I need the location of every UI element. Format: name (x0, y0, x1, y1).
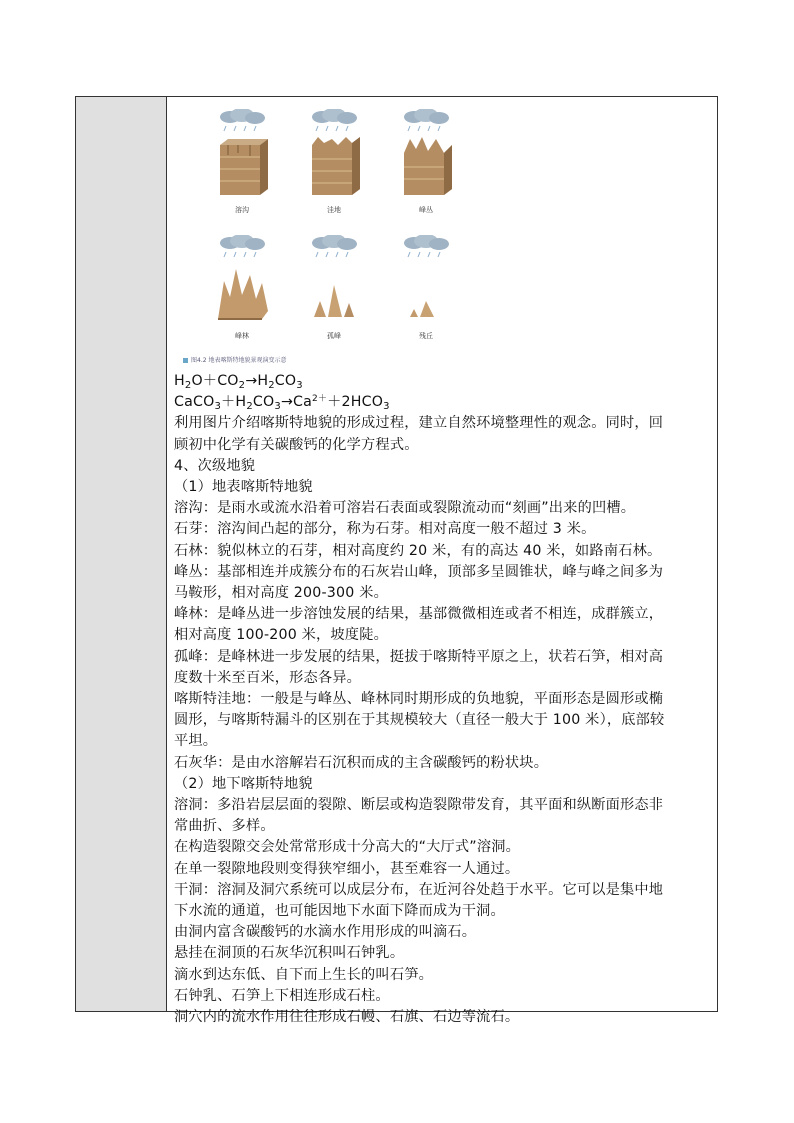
text-line: 在单一裂隙地段则变得狭窄细小，甚至难容一人通过。 (174, 860, 520, 877)
eq1-part: H (174, 373, 185, 389)
text-line: 峰林：是峰丛进一步溶蚀发展的结果，基部微微相连或者不相连，成群簇立， (174, 606, 664, 623)
eq2-part: CO (252, 394, 275, 411)
lesson-text (174, 371, 711, 1028)
text-line: 顾初中化学有关碳酸钙的化学方程式。 (174, 436, 419, 453)
text-line: 石灰华：是由水溶解岩石沉积而成的主含碳酸钙的粉状块。 (174, 754, 549, 771)
text-line: 常曲折、多样。 (174, 818, 275, 835)
isolated-peak-illustration (304, 235, 364, 331)
eq2-part: →Ca (280, 394, 313, 411)
residual-hill-illustration (396, 235, 456, 331)
eq1-sub: 2 (268, 380, 275, 391)
eq1-sub: 2 (238, 380, 246, 391)
text-line: 石钟乳、石笋上下相连形成石柱。 (174, 987, 390, 1004)
text-line: 相对高度 100-200 米，坡度陡。 (174, 627, 388, 644)
eq1-part: CO (274, 373, 297, 389)
eq1-part: O＋CO (191, 373, 239, 389)
text-line: 峰丛：基部相连并成簇分布的石灰岩山峰，顶部多呈圆锥状，峰与峰之间多为 (174, 563, 664, 580)
text-line: 在构造裂隙交会处常常形成十分高大的“大厅式”溶洞。 (174, 839, 521, 856)
text-line: 下水流的通道，也可能因地下水面下降而成为干洞。 (174, 903, 505, 920)
figure-panel-peak-cluster (396, 109, 456, 219)
text-line: 度数十米至百米，形态各异。 (174, 669, 362, 686)
text-line: 溶洞：多沿岩层层面的裂隙、断层或构造裂隙带发育，其平面和纵断面形态非 (174, 797, 664, 814)
solution-groove-illustration (212, 109, 272, 205)
text-line: 平坦。 (174, 733, 218, 750)
eq2-part: CaCO (174, 394, 215, 411)
figure-panel-isolated-peak (304, 235, 364, 345)
figure-panel-peak-forest (212, 235, 272, 345)
text-line: 洞穴内的流水作用往往形成石幔、石旗、石边等流石。 (174, 1009, 520, 1026)
text-line: 由洞内富含碳酸钙的水滴水作用形成的叫滴石。 (174, 924, 477, 941)
karst-evolution-figure (174, 105, 464, 367)
text-line: 滴水到达东低、自下而上生长的叫石笋。 (174, 966, 433, 983)
figure-panel-solution-groove (212, 109, 272, 219)
eq2-part: ＋2HCO (327, 394, 384, 411)
caption-residual-hill: 残丘 (419, 332, 433, 340)
left-column-cell (76, 97, 167, 1011)
lesson-table (75, 96, 718, 1026)
depression-illustration (304, 109, 364, 205)
figure-title (183, 355, 286, 364)
caption-peak-cluster: 峰丛 (419, 206, 433, 214)
text-line: 悬挂在洞顶的石灰华沉积叫石钟乳。 (174, 945, 405, 962)
eq2-sub: 3 (383, 401, 390, 413)
caption-solution-groove: 溶沟 (235, 206, 249, 214)
text-line: 石芽：溶沟间凸起的部分，称为石芽。相对高度一般不超过 3 米。 (174, 521, 596, 538)
text-line: 马鞍形，相对高度 200-300 米。 (174, 585, 388, 602)
caption-depression: 洼地 (327, 206, 341, 214)
figure-title-text: 图4.2 地表喀斯特地貌景观演变示意 (191, 357, 287, 364)
peak-cluster-illustration (396, 109, 456, 205)
figure-panel-depression (304, 109, 364, 219)
text-line: 喀斯特洼地：一般是与峰丛、峰林同时期形成的负地貌，平面形态是圆形或椭 (174, 691, 664, 708)
section-heading: 4、次级地貌 (174, 457, 256, 474)
text-line: 干洞：溶洞及洞穴系统可以成层分布，在近河谷处趋于水平。它可以是集中地 (174, 881, 664, 898)
caption-peak-forest: 峰林 (235, 332, 249, 340)
equation-1 (174, 371, 711, 392)
content-cell (167, 97, 717, 1026)
caption-isolated-peak: 孤峰 (327, 332, 341, 340)
eq1-sub: 2 (184, 380, 192, 391)
equation-2 (174, 392, 711, 413)
figure-panel-residual-hill (396, 235, 456, 345)
eq1-part: →H (245, 373, 269, 389)
caption-marker-icon (183, 358, 188, 363)
eq2-sub: 3 (274, 401, 281, 413)
text-line: 溶沟：是雨水或流水沿着可溶岩石表面或裂隙流动而“刻画”出来的凹槽。 (174, 500, 636, 517)
subsection-heading: （2）地下喀斯特地貌 (174, 775, 313, 792)
eq1-sub: 3 (296, 380, 303, 391)
eq2-sup: 2＋ (312, 394, 328, 405)
text-line: 石林：貌似林立的石芽，相对高度约 20 米，有的高达 40 米，如路南石林。 (174, 542, 662, 559)
text-line: 利用图片介绍喀斯特地貌的形成过程，建立自然环境整理性的观念。同时，回 (174, 415, 664, 432)
eq2-sub: 2 (246, 401, 253, 413)
eq2-part: ＋H (221, 394, 247, 411)
subsection-heading: （1）地表喀斯特地貌 (174, 479, 313, 496)
peak-forest-illustration (212, 235, 272, 331)
text-line: 孤峰：是峰林进一步发展的结果，挺拔于喀斯特平原之上，状若石笋，相对高 (174, 648, 664, 665)
text-line: 圆形，与喀斯特漏斗的区别在于其规模较大（直径一般大于 100 米），底部较 (174, 712, 665, 729)
eq2-sub: 3 (214, 401, 222, 413)
